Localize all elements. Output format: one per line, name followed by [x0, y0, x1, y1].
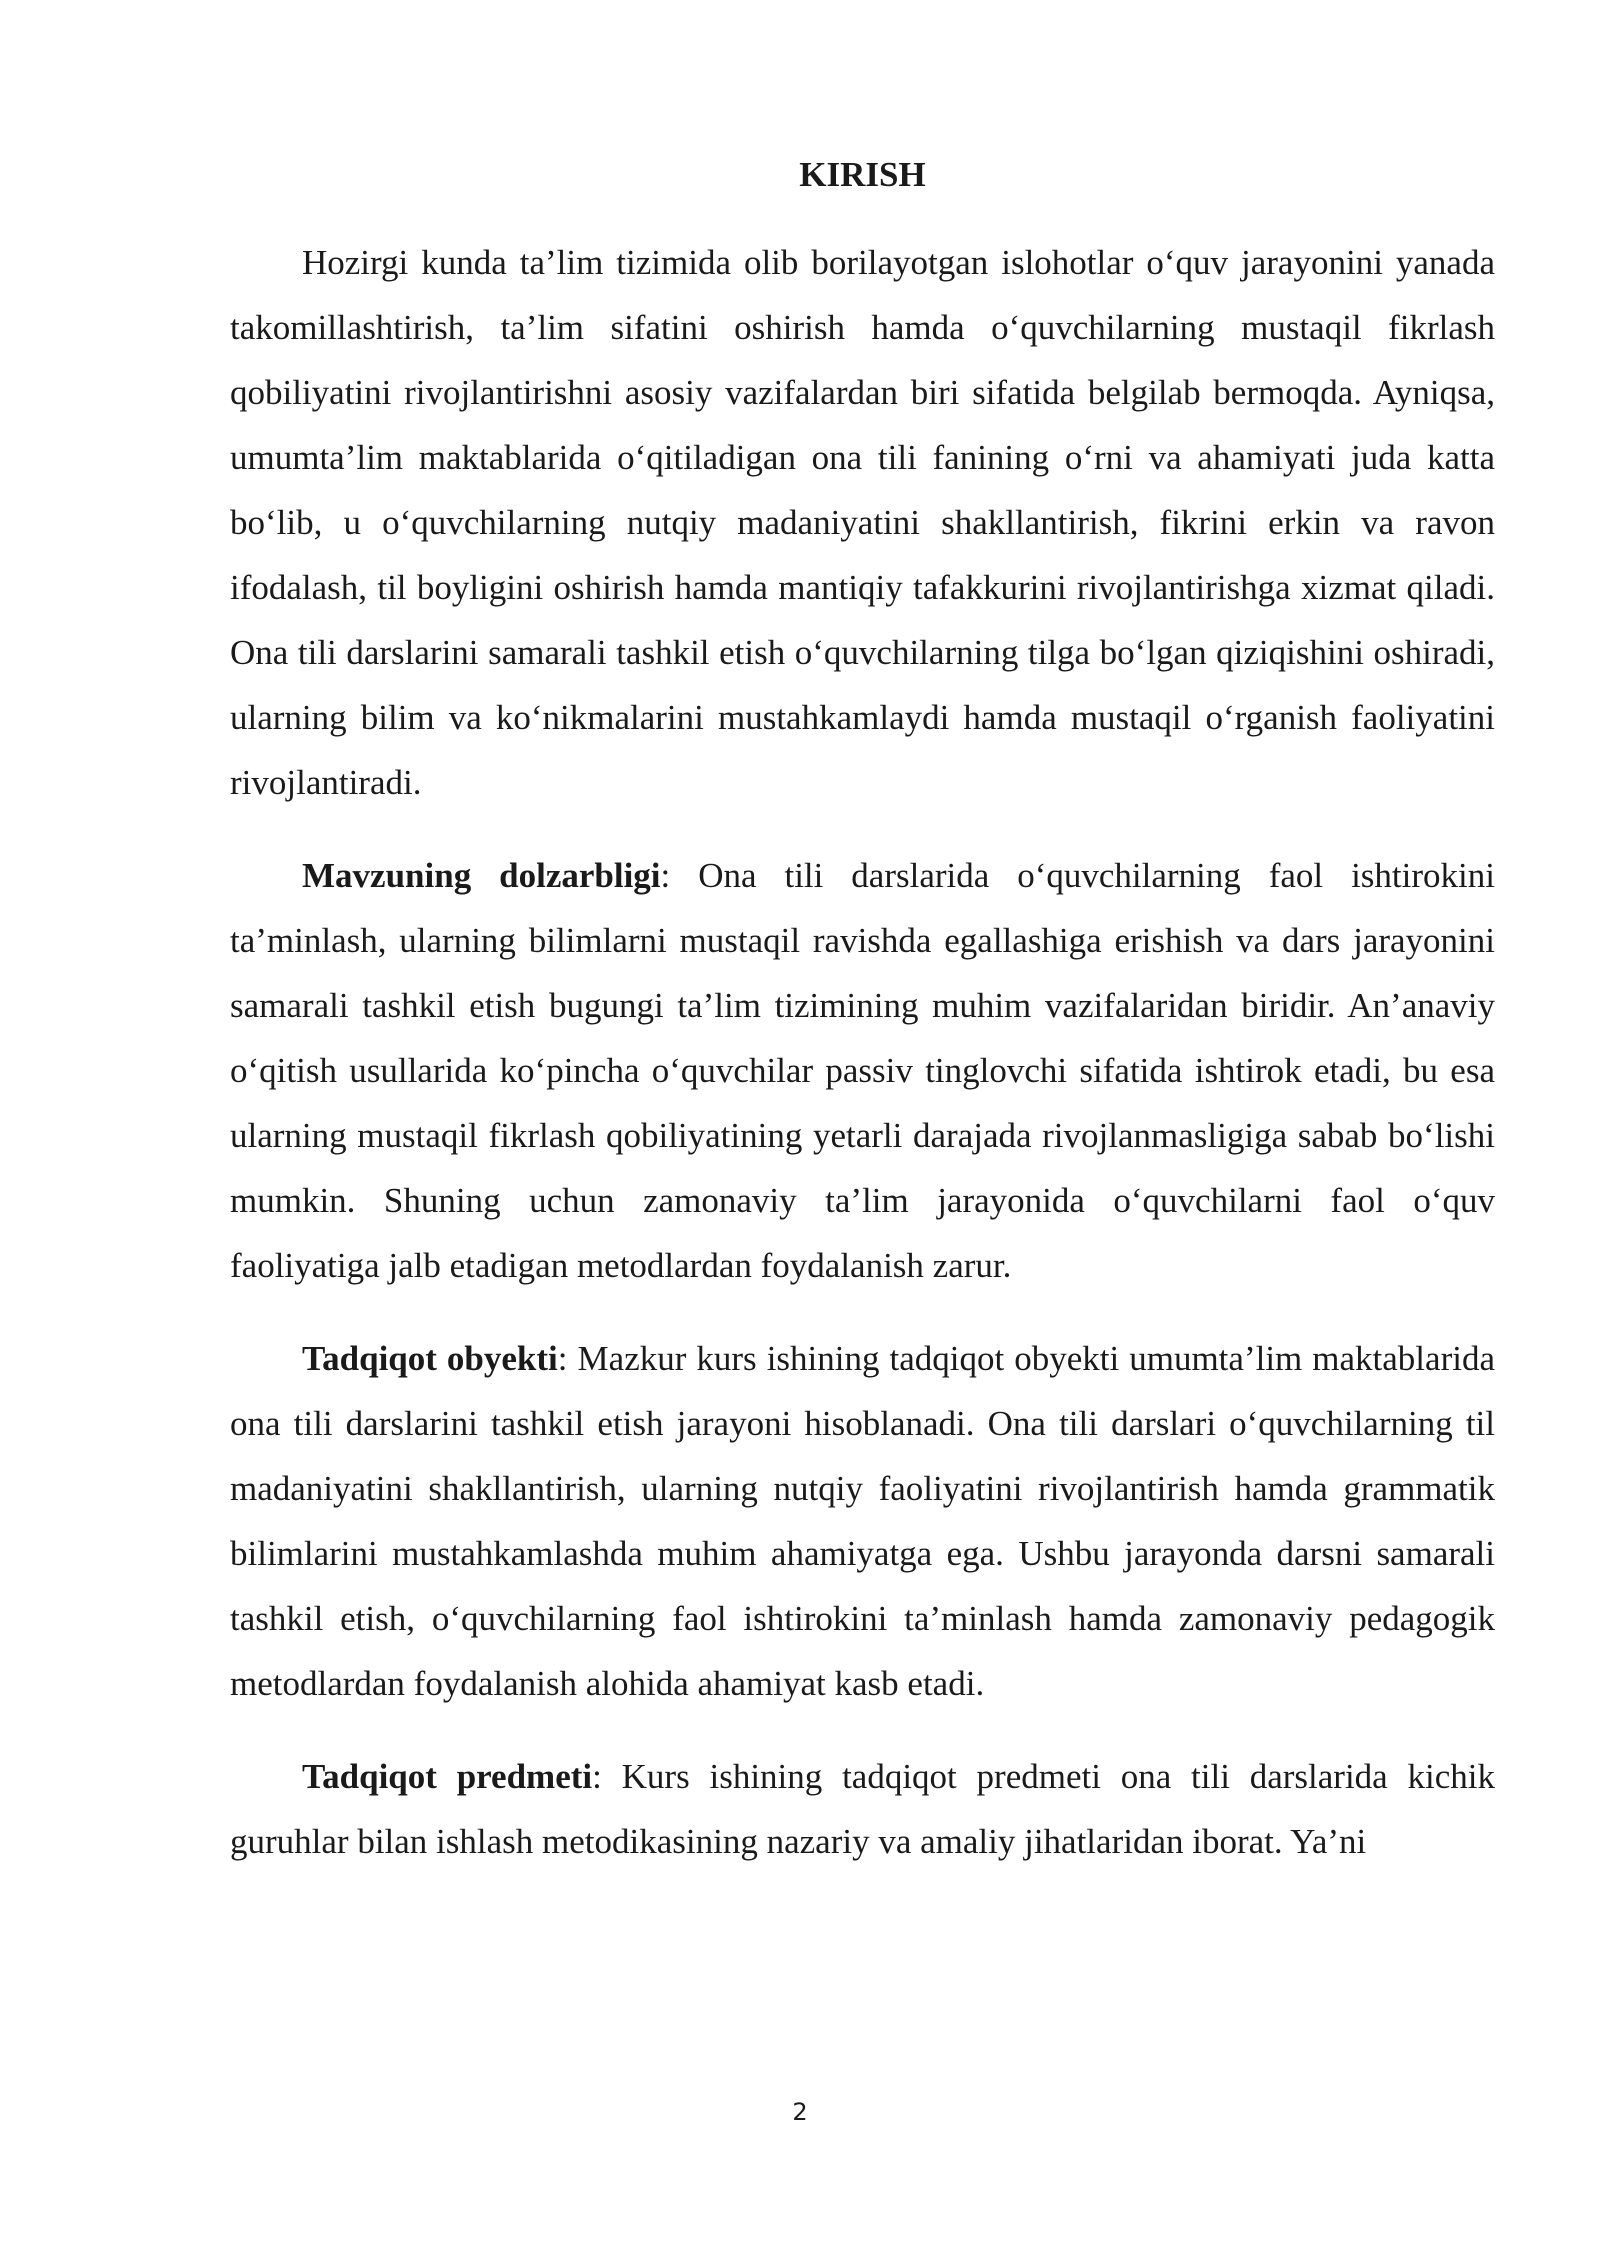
paragraph-research-object: [230, 1326, 1495, 1716]
page-number: 2: [792, 2098, 808, 2126]
paragraph-intro: [230, 230, 1495, 815]
page-heading: KIRISH: [799, 155, 926, 194]
paragraph-separator: :: [660, 856, 671, 895]
paragraph-separator: :: [592, 1757, 602, 1796]
paragraph-text: Kurs ishining tadqiqot predmeti ona tili darslarida kichik guruhlar bilan ishlash metodikasining nazariy va amaliy jihatlaridan iborat. Ya’ni: [230, 1757, 1495, 1861]
page-content: [230, 150, 1495, 1902]
paragraph-lead: Mavzuning dolzarbligi: [302, 856, 661, 895]
paragraph-lead: Tadqiqot predmeti: [302, 1757, 593, 1796]
paragraph-text: Hozirgi kunda ta’lim tizimida olib borilayotgan islohotlar o‘quv jarayonini yanada takomillashtirish, ta’lim sifatini oshirish hamda o‘quvchilarning mustaqil fikrlash qobiliyatini rivojlantirishni asosiy vazifalardan biri sifatida belgilab bermoqda. Ayniqsa, umumta’lim maktablarida o‘qitiladigan ona tili fanining o‘rni va ahamiyati juda katta bo‘lib, u o‘quvchilarning nutqiy madaniyatini shakllantirish, fikrini erkin va ravon ifodalash, til boyligini oshirish hamda mantiqiy tafakkurini rivojlantirishga xizmat qiladi. Ona tili darslarini samarali tashkil etish o‘quvchilarning tilga bo‘lgan qiziqishini oshiradi, ularning bilim va ko‘nikmalarini mustahkamlaydi hamda mustaqil o‘rganish faoliyatini rivojlantiradi.: [230, 243, 1495, 802]
paragraph-text: Ona tili darslarida o‘quvchilarning faol ishtirokini ta’minlash, ularning bilimlarni mustaqil ravishda egallashiga erishish va dars jarayonini samarali tashkil etish bugungi ta’lim tizimining muhim vazifalaridan biridir. An’anaviy o‘qitish usullarida ko‘pincha o‘quvchilar passiv tinglovchi sifatida ishtirok etadi, bu esa ularning mustaqil fikrlash qobiliyatining yetarli darajada rivojlanmasligiga sabab bo‘lishi mumkin. Shuning uchun zamonaviy ta’lim jarayonida o‘quvchilarni faol o‘quv faoliyatiga jalb etadigan metodlardan foydalanish zarur.: [230, 856, 1495, 1285]
paragraph-text: Mazkur kurs ishining tadqiqot obyekti umumta’lim maktablarida ona tili darslarini tashkil etish jarayoni hisoblanadi. Ona tili darslari o‘quvchilarning til madaniyatini shakllantirish, ularning nutqiy faoliyatini rivojlantirish hamda grammatik bilimlarini mustahkamlashda muhim ahamiyatga ega. Ushbu jarayonda darsni samarali tashkil etish, o‘quvchilarning faol ishtirokini ta’minlash hamda zamonaviy pedagogik metodlardan foydalanish alohida ahamiyat kasb etadi.: [230, 1339, 1495, 1703]
paragraph-separator: :: [557, 1339, 568, 1378]
paragraph-relevance: [230, 843, 1495, 1298]
paragraph-lead: Tadqiqot obyekti: [302, 1339, 558, 1378]
paragraph-research-subject: [230, 1744, 1495, 1874]
